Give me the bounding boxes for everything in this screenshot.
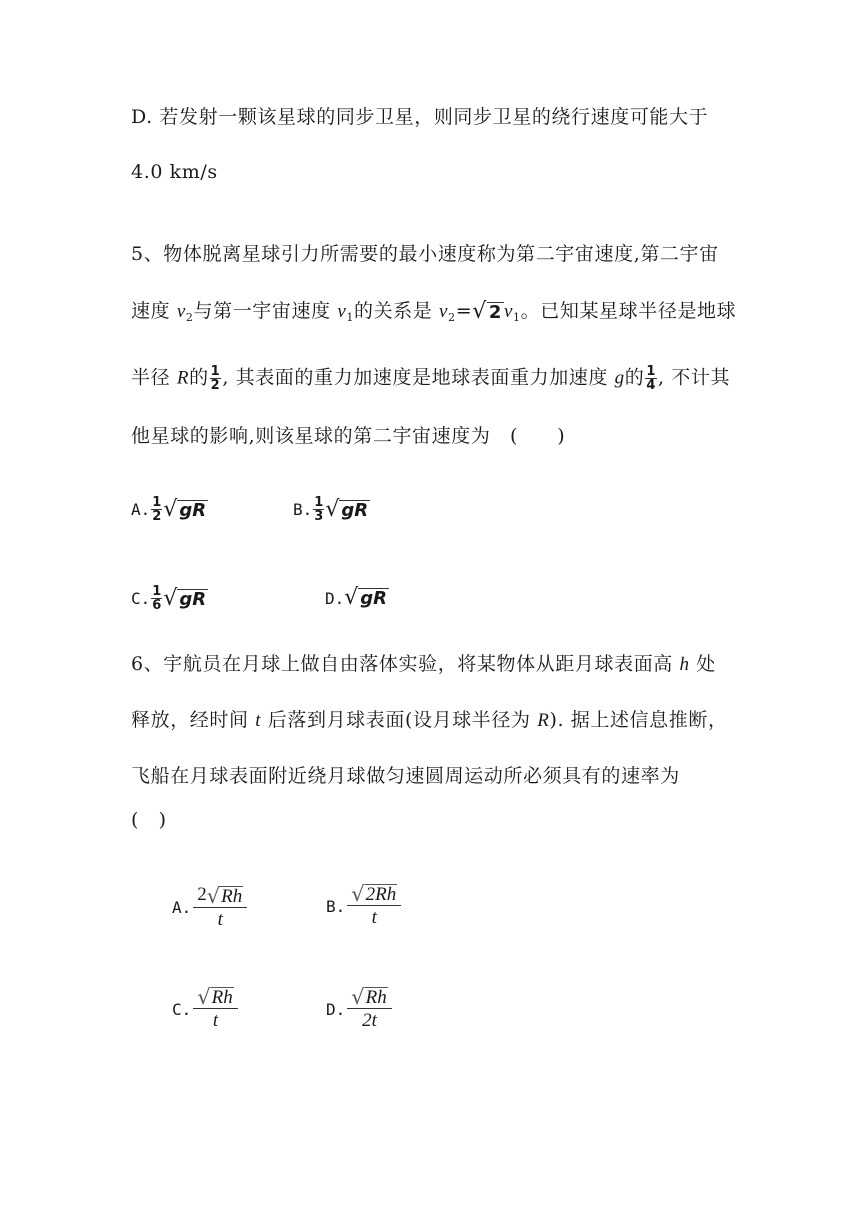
var-v: v — [176, 301, 186, 322]
q4-option-d-line2: 4.0 km/s — [131, 161, 218, 183]
var-R: R — [537, 710, 550, 731]
q6-text: 处 — [689, 653, 716, 675]
q5-option-a[interactable] — [131, 496, 208, 523]
var-g: g — [614, 367, 625, 389]
q5-stem-line1: 5、物体脱离星球引力所需要的最小速度称为第二宇宙速度,第二宇宙 — [131, 243, 719, 265]
option-fraction: $\frac{1}{6}$ — [152, 584, 162, 613]
var-t: t — [255, 710, 262, 731]
var-v: v — [439, 301, 449, 322]
sqrt-gR: √ gR — [325, 496, 369, 522]
fraction-quarter: $\frac{1}{4}$ — [646, 364, 657, 393]
equals-sign: = — [455, 300, 473, 322]
q6-stem-line4: ( ) — [131, 809, 167, 831]
option-label: B. — [293, 500, 313, 519]
option-fraction: √ 2Rh t — [347, 883, 401, 930]
sqrt-2: √ 2 — [472, 299, 502, 324]
q6-stem-line1 — [131, 652, 716, 677]
sqrt-gR: √ gR — [163, 496, 207, 522]
sub-1: 1 — [346, 311, 354, 324]
sub-2: 2 — [448, 311, 456, 324]
option-fraction: $\frac{1}{3}$ — [314, 495, 324, 524]
var-v: v — [337, 301, 347, 322]
option-fraction: √ Rh 2t — [347, 986, 392, 1033]
q5-stem-line3 — [131, 365, 730, 392]
option-label: A. — [172, 898, 192, 917]
q5-text: 速度 — [131, 300, 177, 322]
option-label: C. — [131, 589, 151, 608]
option-label: C. — [172, 1000, 192, 1019]
q5-text: 半径 — [131, 366, 177, 389]
q6-text: ). 据上述信息推断， — [549, 709, 728, 731]
q5-text: 的 — [624, 366, 645, 389]
q5-option-c[interactable] — [131, 585, 208, 612]
q5-stem-line2 — [131, 299, 736, 330]
q6-text: 释放，经时间 — [131, 709, 256, 731]
q5-option-d[interactable] — [325, 587, 389, 609]
q5-text: 的 — [189, 366, 209, 389]
fraction-half: $\frac{1}{2}$ — [210, 364, 221, 393]
var-R: R — [176, 367, 190, 389]
option-label: A. — [131, 500, 151, 519]
q5-text: 的关系是 — [354, 300, 440, 322]
q5-text: , 其表面的重力加速度是地球表面重力加速度 — [222, 366, 615, 389]
q5-text: , 不计其 — [658, 366, 731, 389]
option-fraction: 2 √ Rh t — [193, 883, 247, 932]
q6-option-c[interactable] — [172, 986, 238, 1033]
option-label: D. — [325, 588, 345, 608]
sub-1: 1 — [513, 311, 521, 324]
option-fraction: √ Rh t — [193, 986, 238, 1033]
q5-text: 与第一宇宙速度 — [193, 300, 338, 322]
q6-option-b[interactable] — [326, 883, 401, 930]
q5-option-b[interactable] — [293, 496, 370, 523]
q6-option-a[interactable] — [172, 883, 247, 932]
q6-stem-line3: 飞船在月球表面附近绕月球做匀速圆周运动所必须具有的速率为 — [131, 765, 680, 787]
sqrt-gR: √ gR — [163, 585, 207, 611]
q5-text: 。已知某星球半径是地球 — [520, 300, 737, 322]
q6-option-d[interactable] — [326, 986, 392, 1033]
q5-stem-line4: 他星球的影响,则该星球的第二宇宙速度为 ( ) — [131, 425, 566, 447]
q4-option-d-line1: D. 若发射一颗该星球的同步卫星，则同步卫星的绕行速度可能大于 — [131, 106, 709, 128]
q6-text: 后落到月球表面(设月球半径为 — [261, 709, 538, 731]
q6-stem-line2 — [131, 708, 728, 733]
var-h: h — [679, 654, 690, 675]
option-label: B. — [326, 897, 346, 916]
q6-text: 6、宇航员在月球上做自由落体实验，将某物体从距月球表面高 — [131, 653, 680, 675]
sqrt-gR: √ gR — [344, 585, 388, 610]
var-v: v — [503, 301, 514, 322]
sub-2: 2 — [185, 311, 194, 324]
option-label: D. — [326, 1000, 346, 1019]
option-fraction: $\frac{1}{2}$ — [152, 495, 162, 524]
